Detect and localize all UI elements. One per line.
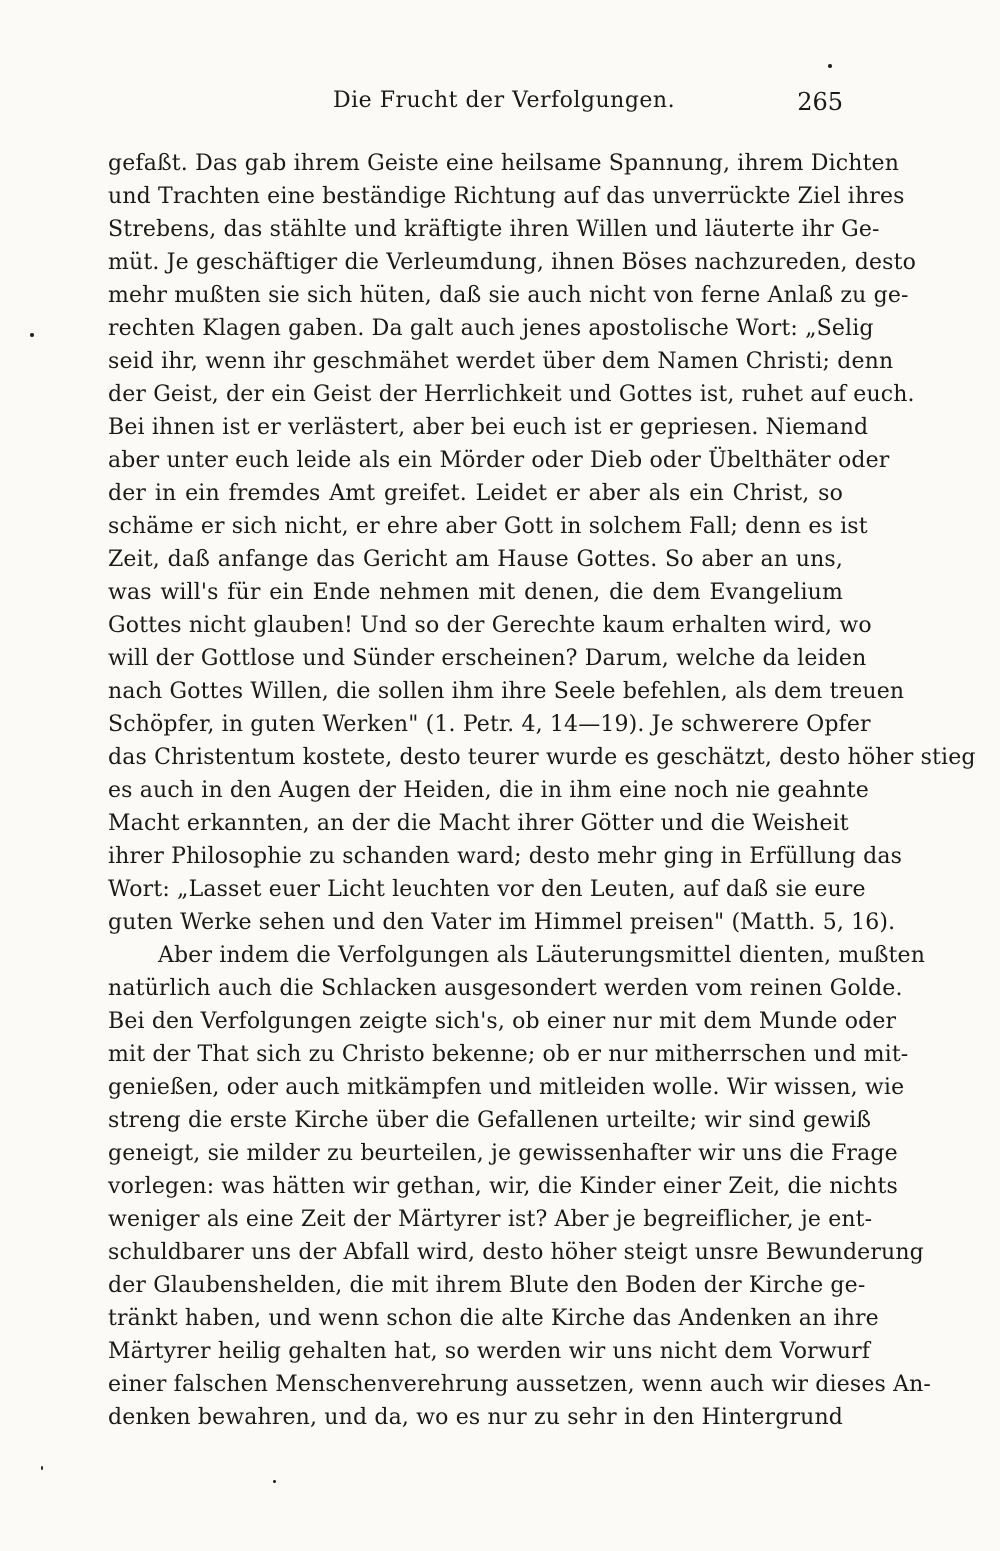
- text-line: tränkt haben, und wenn schon die alte Kirche das Andenken an ihre: [108, 1306, 879, 1331]
- text-line: das Christentum kostete, desto teurer wurde es geschätzt, desto höher stieg: [108, 745, 976, 770]
- body-text: [108, 147, 976, 1434]
- text-line: Gottes nicht glauben! Und so der Gerechte kaum erhalten wird, wo: [108, 613, 872, 638]
- text-line: Schöpfer, in guten Werken" (1. Petr. 4, 14—19). Je schwerere Opfer: [108, 712, 871, 737]
- text-line: rechten Klagen gaben. Da galt auch jenes apostolische Wort: „Selig: [108, 316, 874, 341]
- text-line: was will's für ein Ende nehmen mit denen, die dem Evangelium: [108, 580, 843, 605]
- scan-speck: [828, 64, 832, 68]
- text-line: und Trachten eine beständige Richtung auf das unverrückte Ziel ihres: [108, 184, 905, 209]
- text-line: nach Gottes Willen, die sollen ihm ihre Seele befehlen, als dem treuen: [108, 679, 905, 704]
- text-line: ihrer Philosophie zu schanden ward; desto mehr ging in Erfüllung das: [108, 844, 903, 869]
- text-line: Wort: „Lasset euer Licht leuchten vor den Leuten, auf daß sie eure: [108, 877, 866, 902]
- scan-speck: [273, 1480, 276, 1483]
- running-head: Die Frucht der Verfolgungen.: [333, 88, 676, 113]
- text-line: streng die erste Kirche über die Gefallenen urteilte; wir sind gewiß: [108, 1108, 872, 1133]
- text-line: vorlegen: was hätten wir gethan, wir, die Kinder einer Zeit, die nichts: [108, 1174, 898, 1199]
- text-line: der Geist, der ein Geist der Herrlichkeit und Gottes ist, ruhet auf euch.: [108, 382, 915, 407]
- text-line: der in ein fremdes Amt greifet. Leidet er aber als ein Christ, so: [108, 481, 843, 506]
- text-line: genießen, oder auch mitkämpfen und mitleiden wolle. Wir wissen, wie: [108, 1075, 905, 1100]
- text-line: aber unter euch leide als ein Mörder oder Dieb oder Übelthäter oder: [108, 448, 890, 473]
- text-line: mehr mußten sie sich hüten, daß sie auch nicht von ferne Anlaß zu ge-: [108, 283, 909, 308]
- text-line: Märtyrer heilig gehalten hat, so werden wir uns nicht dem Vorwurf: [108, 1339, 871, 1364]
- text-line: einer falschen Menschenverehrung aussetzen, wenn auch wir dieses An-: [108, 1372, 932, 1397]
- scan-speck: [30, 333, 34, 337]
- text-line: müt. Je geschäftiger die Verleumdung, ihnen Böses nachzureden, desto: [108, 250, 917, 275]
- text-line: Bei den Verfolgungen zeigte sich's, ob einer nur mit dem Munde oder: [108, 1009, 897, 1034]
- text-line: es auch in den Augen der Heiden, die in ihm eine noch nie geahnte: [108, 778, 869, 803]
- text-line: gefaßt. Das gab ihrem Geiste eine heilsame Spannung, ihrem Dichten: [108, 151, 900, 176]
- text-line: der Glaubenshelden, die mit ihrem Blute den Boden der Kirche ge-: [108, 1273, 866, 1298]
- text-line: mit der That sich zu Christo bekenne; ob er nur mitherrschen und mit-: [108, 1042, 909, 1067]
- text-line: denken bewahren, und da, wo es nur zu sehr in den Hintergrund: [108, 1405, 843, 1430]
- text-line: will der Gottlose und Sünder erscheinen? Darum, welche da leiden: [108, 646, 867, 671]
- text-line: Strebens, das stählte und kräftigte ihren Willen und läuterte ihr Ge-: [108, 217, 880, 242]
- text-line: guten Werke sehen und den Vater im Himmel preisen" (Matth. 5, 16).: [108, 910, 896, 935]
- page-number: 265: [797, 88, 843, 116]
- scan-speck: [41, 1466, 43, 1470]
- text-line: weniger als eine Zeit der Märtyrer ist? Aber je begreiflicher, je ent-: [108, 1207, 873, 1232]
- text-line: Macht erkannten, an der die Macht ihrer Götter und die Weisheit: [108, 811, 849, 836]
- page-header: [108, 88, 843, 128]
- text-line: Aber indem die Verfolgungen als Läuterungsmittel dienten, mußten: [158, 943, 926, 968]
- text-line: natürlich auch die Schlacken ausgesondert werden vom reinen Golde.: [108, 976, 903, 1001]
- text-line: Zeit, daß anfange das Gericht am Hause Gottes. So aber an uns,: [108, 547, 843, 572]
- text-line: schuldbarer uns der Abfall wird, desto höher steigt unsre Bewunderung: [108, 1240, 924, 1265]
- text-line: geneigt, sie milder zu beurteilen, je gewissenhafter wir uns die Frage: [108, 1141, 898, 1166]
- text-line: schäme er sich nicht, er ehre aber Gott in solchem Fall; denn es ist: [108, 514, 868, 539]
- text-line: Bei ihnen ist er verlästert, aber bei euch ist er gepriesen. Niemand: [108, 415, 869, 440]
- text-line: seid ihr, wenn ihr geschmähet werdet über dem Namen Christi; denn: [108, 349, 894, 374]
